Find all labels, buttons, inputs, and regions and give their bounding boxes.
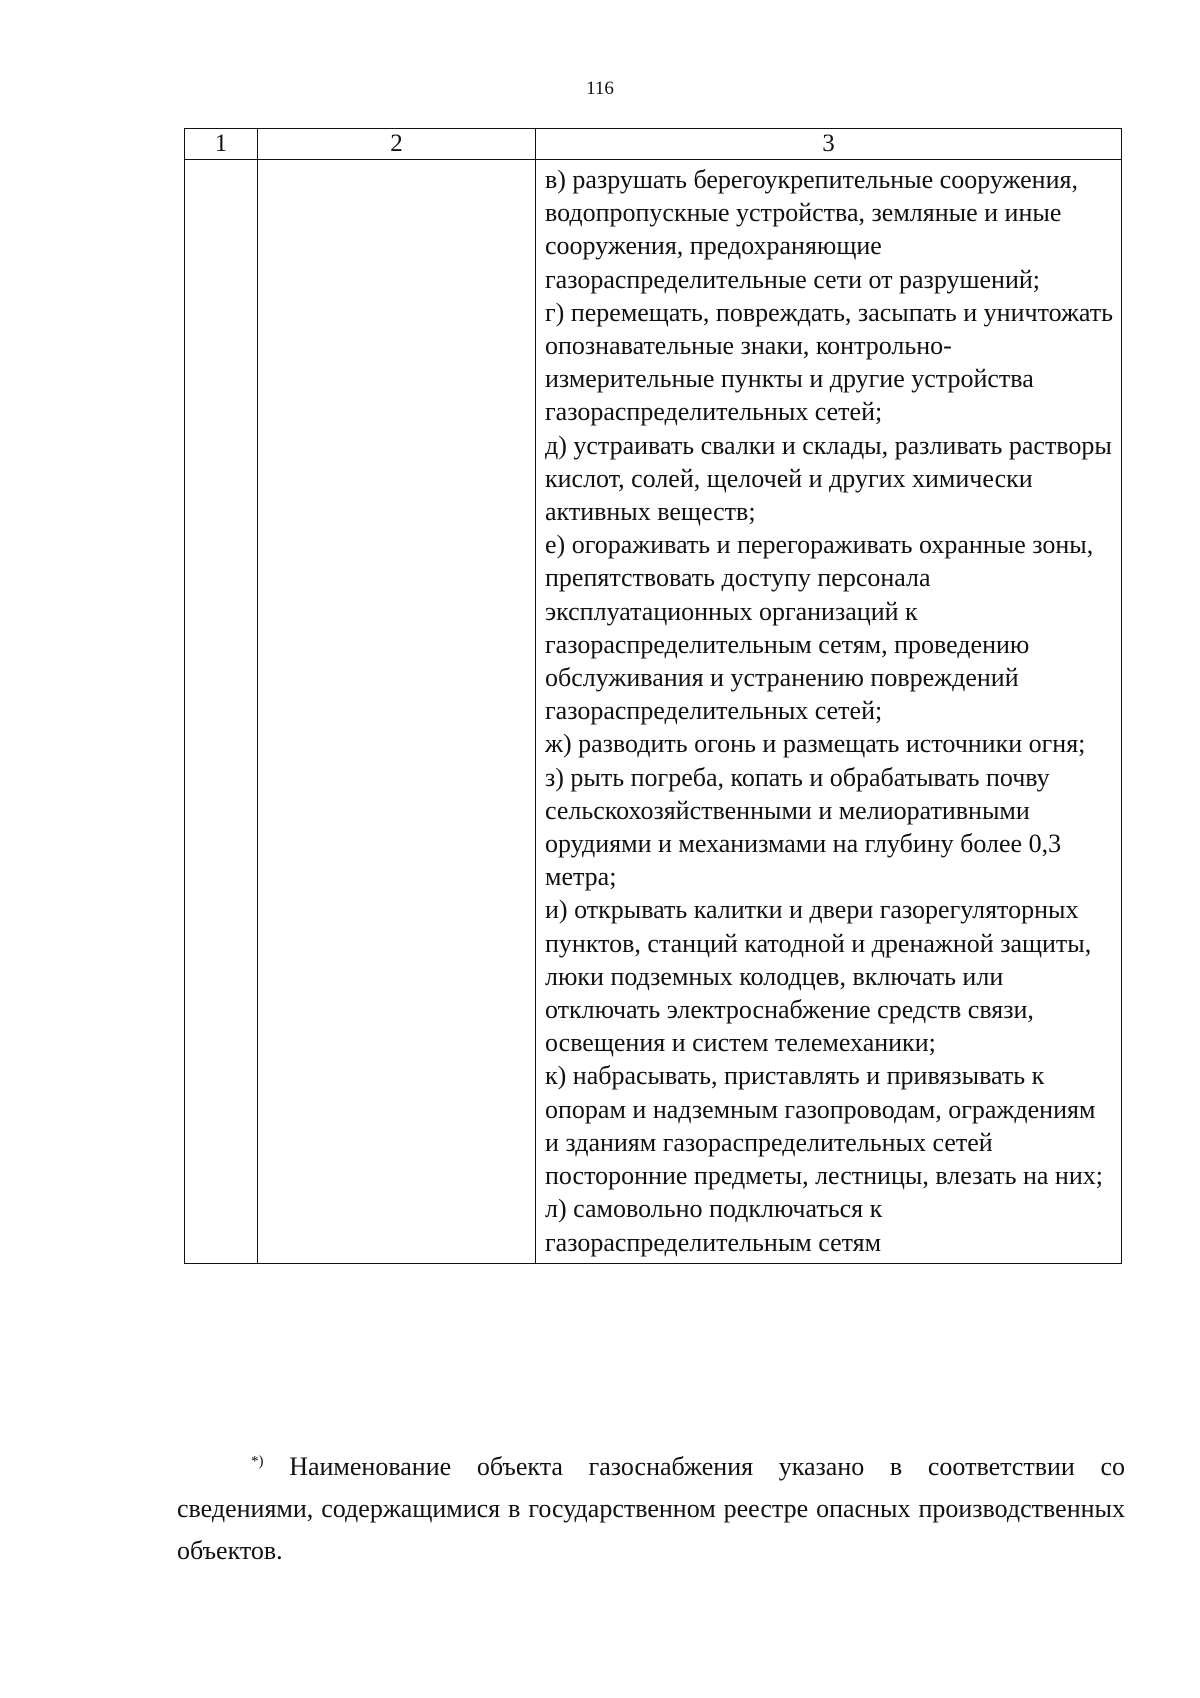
list-item: д) устраивать свалки и склады, разливать растворы кислот, солей, щелочей и других химически активных веществ; [545, 430, 1112, 527]
table-row [185, 160, 1122, 1264]
list-item: з) рыть погреба, копать и обрабатывать почву сельскохозяйственными и мелиоративными орудиями и механизмами на глубину более 0,3 метра; [545, 762, 1062, 892]
cell-col3 [536, 160, 1122, 1264]
column-header-3: 3 [536, 129, 1122, 160]
list-item: л) самовольно подключаться к газораспределительным сетям [545, 1194, 883, 1257]
list-item: г) перемещать, повреждать, засыпать и уничтожать опознавательные знаки, контрольно-измерительные пункты и другие устройства газораспределительных сетей; [545, 297, 1113, 427]
cell-col1 [185, 160, 258, 1264]
requirements-table [184, 128, 1122, 1264]
page-number: 116 [586, 78, 614, 99]
list-item: е) огораживать и перегораживать охранные зоны, препятствовать доступу персонала эксплуатационных организаций к газораспределительным сетям, проведению обслуживания и устранению повреждений газораспределительных сетей; [545, 530, 1094, 726]
cell-col2 [258, 160, 536, 1264]
column-header-1: 1 [185, 129, 258, 160]
table-header-row [185, 129, 1122, 160]
column-header-2: 2 [258, 129, 536, 160]
list-item: ж) разводить огонь и размещать источники огня; [545, 729, 1086, 759]
list-item: к) набрасывать, приставлять и привязывать к опорам и надземным газопроводам, ограждениям и зданиям газораспределительных сетей посторонние предметы, лестницы, влезать на них; [545, 1061, 1103, 1191]
footnote-text: Наименование объекта газоснабжения указано в соответствии со сведениями, содержащимися в государственном реестре опасных производственных объектов. [177, 1452, 1126, 1565]
list-item: в) разрушать берегоукрепительные сооружения, водопропускные устройства, земляные и иные сооружения, предохраняющие газораспределительные сети от разрушений; [545, 165, 1078, 294]
list-item: и) открывать калитки и двери газорегуляторных пунктов, станций катодной и дренажной защиты, люки подземных колодцев, включать или отключать электроснабжение средств связи, освещения и систем телемеханики; [545, 895, 1092, 1058]
footnote-marker: *) [251, 1453, 264, 1470]
footnote [177, 1446, 1125, 1572]
